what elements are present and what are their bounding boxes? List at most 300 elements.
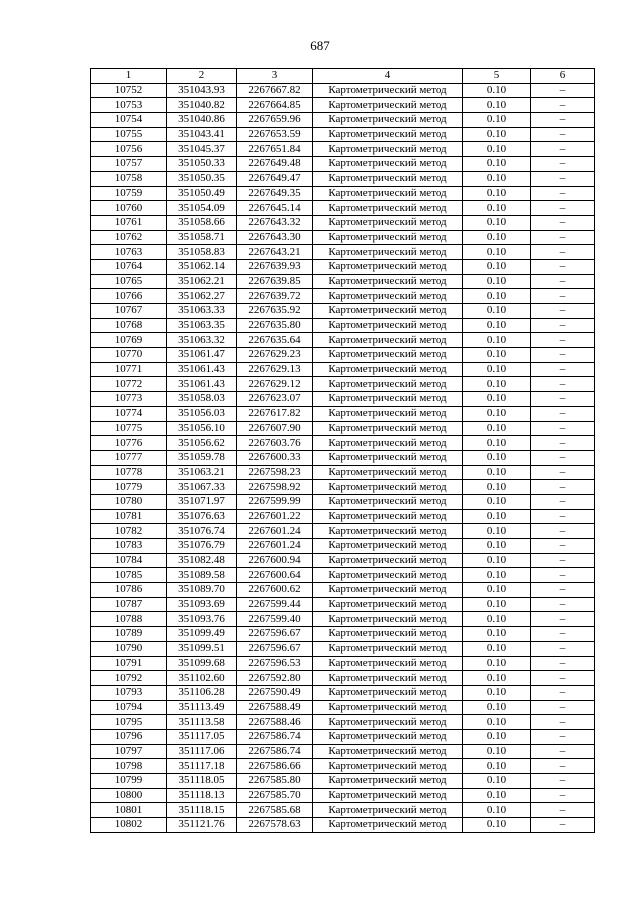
point-number-cell: 10769: [91, 333, 167, 348]
point-number-cell: 10773: [91, 392, 167, 407]
point-number-cell: 10755: [91, 127, 167, 142]
accuracy-cell: 0.10: [463, 539, 531, 554]
point-number-cell: 10775: [91, 421, 167, 436]
y-coordinate-cell: 2267639.85: [237, 274, 313, 289]
accuracy-cell: 0.10: [463, 215, 531, 230]
method-cell: Картометрический метод: [313, 142, 463, 157]
table-row: [91, 289, 595, 304]
table-row: [91, 348, 595, 363]
x-coordinate-cell: 351056.62: [167, 436, 237, 451]
x-coordinate-cell: 351056.10: [167, 421, 237, 436]
accuracy-cell: 0.10: [463, 568, 531, 583]
method-cell: Картометрический метод: [313, 715, 463, 730]
accuracy-cell: 0.10: [463, 685, 531, 700]
accuracy-cell: 0.10: [463, 788, 531, 803]
accuracy-cell: 0.10: [463, 406, 531, 421]
accuracy-cell: 0.10: [463, 597, 531, 612]
y-coordinate-cell: 2267653.59: [237, 127, 313, 142]
y-coordinate-cell: 2267586.74: [237, 744, 313, 759]
column-header: 1: [91, 69, 167, 84]
point-number-cell: 10780: [91, 494, 167, 509]
note-cell: –: [531, 818, 595, 833]
note-cell: –: [531, 465, 595, 480]
table-row: [91, 803, 595, 818]
table-row: [91, 157, 595, 172]
accuracy-cell: 0.10: [463, 377, 531, 392]
x-coordinate-cell: 351050.33: [167, 157, 237, 172]
table-row: [91, 142, 595, 157]
x-coordinate-cell: 351063.32: [167, 333, 237, 348]
y-coordinate-cell: 2267586.74: [237, 729, 313, 744]
point-number-cell: 10764: [91, 259, 167, 274]
note-cell: –: [531, 685, 595, 700]
note-cell: –: [531, 715, 595, 730]
x-coordinate-cell: 351050.49: [167, 186, 237, 201]
y-coordinate-cell: 2267600.62: [237, 583, 313, 598]
point-number-cell: 10801: [91, 803, 167, 818]
x-coordinate-cell: 351043.41: [167, 127, 237, 142]
point-number-cell: 10771: [91, 362, 167, 377]
note-cell: –: [531, 259, 595, 274]
note-cell: –: [531, 583, 595, 598]
point-number-cell: 10792: [91, 671, 167, 686]
y-coordinate-cell: 2267643.21: [237, 245, 313, 260]
point-number-cell: 10783: [91, 539, 167, 554]
x-coordinate-cell: 351117.06: [167, 744, 237, 759]
x-coordinate-cell: 351117.18: [167, 759, 237, 774]
method-cell: Картометрический метод: [313, 803, 463, 818]
x-coordinate-cell: 351093.76: [167, 612, 237, 627]
accuracy-cell: 0.10: [463, 700, 531, 715]
accuracy-cell: 0.10: [463, 553, 531, 568]
y-coordinate-cell: 2267588.46: [237, 715, 313, 730]
note-cell: –: [531, 803, 595, 818]
method-cell: Картометрический метод: [313, 348, 463, 363]
y-coordinate-cell: 2267598.92: [237, 480, 313, 495]
accuracy-cell: 0.10: [463, 450, 531, 465]
x-coordinate-cell: 351061.43: [167, 362, 237, 377]
y-coordinate-cell: 2267649.48: [237, 157, 313, 172]
y-coordinate-cell: 2267596.53: [237, 656, 313, 671]
note-cell: –: [531, 494, 595, 509]
note-cell: –: [531, 539, 595, 554]
method-cell: Картометрический метод: [313, 333, 463, 348]
y-coordinate-cell: 2267601.24: [237, 524, 313, 539]
table-row: [91, 245, 595, 260]
method-cell: Картометрический метод: [313, 685, 463, 700]
y-coordinate-cell: 2267643.32: [237, 215, 313, 230]
note-cell: –: [531, 553, 595, 568]
method-cell: Картометрический метод: [313, 641, 463, 656]
x-coordinate-cell: 351043.93: [167, 83, 237, 98]
accuracy-cell: 0.10: [463, 83, 531, 98]
point-number-cell: 10802: [91, 818, 167, 833]
accuracy-cell: 0.10: [463, 744, 531, 759]
table-row: [91, 436, 595, 451]
method-cell: Картометрический метод: [313, 788, 463, 803]
note-cell: –: [531, 759, 595, 774]
method-cell: Картометрический метод: [313, 157, 463, 172]
table-row: [91, 788, 595, 803]
y-coordinate-cell: 2267659.96: [237, 113, 313, 128]
note-cell: –: [531, 421, 595, 436]
note-cell: –: [531, 318, 595, 333]
point-number-cell: 10778: [91, 465, 167, 480]
method-cell: Картометрический метод: [313, 186, 463, 201]
x-coordinate-cell: 351061.43: [167, 377, 237, 392]
point-number-cell: 10772: [91, 377, 167, 392]
y-coordinate-cell: 2267578.63: [237, 818, 313, 833]
point-number-cell: 10794: [91, 700, 167, 715]
point-number-cell: 10776: [91, 436, 167, 451]
accuracy-cell: 0.10: [463, 465, 531, 480]
column-header: 6: [531, 69, 595, 84]
accuracy-cell: 0.10: [463, 362, 531, 377]
table-row: [91, 171, 595, 186]
x-coordinate-cell: 351059.78: [167, 450, 237, 465]
method-cell: Картометрический метод: [313, 671, 463, 686]
y-coordinate-cell: 2267600.64: [237, 568, 313, 583]
note-cell: –: [531, 480, 595, 495]
note-cell: –: [531, 98, 595, 113]
note-cell: –: [531, 127, 595, 142]
table-row: [91, 421, 595, 436]
table-row: [91, 744, 595, 759]
accuracy-cell: 0.10: [463, 627, 531, 642]
point-number-cell: 10797: [91, 744, 167, 759]
note-cell: –: [531, 245, 595, 260]
table-row: [91, 656, 595, 671]
point-number-cell: 10758: [91, 171, 167, 186]
y-coordinate-cell: 2267603.76: [237, 436, 313, 451]
point-number-cell: 10785: [91, 568, 167, 583]
accuracy-cell: 0.10: [463, 612, 531, 627]
note-cell: –: [531, 230, 595, 245]
x-coordinate-cell: 351054.09: [167, 201, 237, 216]
x-coordinate-cell: 351063.35: [167, 318, 237, 333]
note-cell: –: [531, 348, 595, 363]
table-row: [91, 465, 595, 480]
column-header: 2: [167, 69, 237, 84]
point-number-cell: 10761: [91, 215, 167, 230]
point-number-cell: 10789: [91, 627, 167, 642]
method-cell: Картометрический метод: [313, 362, 463, 377]
y-coordinate-cell: 2267596.67: [237, 627, 313, 642]
note-cell: –: [531, 304, 595, 319]
note-cell: –: [531, 729, 595, 744]
method-cell: Картометрический метод: [313, 406, 463, 421]
note-cell: –: [531, 597, 595, 612]
note-cell: –: [531, 509, 595, 524]
note-cell: –: [531, 612, 595, 627]
method-cell: Картометрический метод: [313, 583, 463, 598]
accuracy-cell: 0.10: [463, 436, 531, 451]
y-coordinate-cell: 2267585.80: [237, 774, 313, 789]
table-header-row: [91, 69, 595, 84]
method-cell: Картометрический метод: [313, 818, 463, 833]
y-coordinate-cell: 2267607.90: [237, 421, 313, 436]
x-coordinate-cell: 351118.05: [167, 774, 237, 789]
x-coordinate-cell: 351118.13: [167, 788, 237, 803]
table-row: [91, 406, 595, 421]
table-row: [91, 583, 595, 598]
y-coordinate-cell: 2267629.12: [237, 377, 313, 392]
x-coordinate-cell: 351062.14: [167, 259, 237, 274]
table-row: [91, 98, 595, 113]
accuracy-cell: 0.10: [463, 774, 531, 789]
point-number-cell: 10779: [91, 480, 167, 495]
x-coordinate-cell: 351117.05: [167, 729, 237, 744]
accuracy-cell: 0.10: [463, 715, 531, 730]
table-row: [91, 318, 595, 333]
method-cell: Картометрический метод: [313, 744, 463, 759]
x-coordinate-cell: 351106.28: [167, 685, 237, 700]
point-number-cell: 10799: [91, 774, 167, 789]
accuracy-cell: 0.10: [463, 509, 531, 524]
note-cell: –: [531, 289, 595, 304]
note-cell: –: [531, 774, 595, 789]
y-coordinate-cell: 2267623.07: [237, 392, 313, 407]
note-cell: –: [531, 788, 595, 803]
x-coordinate-cell: 351113.49: [167, 700, 237, 715]
accuracy-cell: 0.10: [463, 494, 531, 509]
method-cell: Картометрический метод: [313, 539, 463, 554]
method-cell: Картометрический метод: [313, 656, 463, 671]
method-cell: Картометрический метод: [313, 289, 463, 304]
point-number-cell: 10788: [91, 612, 167, 627]
point-number-cell: 10763: [91, 245, 167, 260]
table-row: [91, 539, 595, 554]
y-coordinate-cell: 2267635.80: [237, 318, 313, 333]
method-cell: Картометрический метод: [313, 83, 463, 98]
method-cell: Картометрический метод: [313, 392, 463, 407]
method-cell: Картометрический метод: [313, 436, 463, 451]
y-coordinate-cell: 2267635.64: [237, 333, 313, 348]
accuracy-cell: 0.10: [463, 641, 531, 656]
table-row: [91, 509, 595, 524]
point-number-cell: 10781: [91, 509, 167, 524]
x-coordinate-cell: 351113.58: [167, 715, 237, 730]
method-cell: Картометрический метод: [313, 98, 463, 113]
x-coordinate-cell: 351040.86: [167, 113, 237, 128]
table-row: [91, 127, 595, 142]
note-cell: –: [531, 377, 595, 392]
table-row: [91, 392, 595, 407]
x-coordinate-cell: 351062.21: [167, 274, 237, 289]
table-row: [91, 700, 595, 715]
table-row: [91, 186, 595, 201]
point-number-cell: 10777: [91, 450, 167, 465]
note-cell: –: [531, 157, 595, 172]
x-coordinate-cell: 351089.58: [167, 568, 237, 583]
table-row: [91, 333, 595, 348]
method-cell: Картометрический метод: [313, 524, 463, 539]
y-coordinate-cell: 2267592.80: [237, 671, 313, 686]
table-row: [91, 377, 595, 392]
point-number-cell: 10762: [91, 230, 167, 245]
accuracy-cell: 0.10: [463, 230, 531, 245]
accuracy-cell: 0.10: [463, 304, 531, 319]
method-cell: Картометрический метод: [313, 568, 463, 583]
table-row: [91, 201, 595, 216]
note-cell: –: [531, 450, 595, 465]
table-row: [91, 715, 595, 730]
y-coordinate-cell: 2267639.93: [237, 259, 313, 274]
table-row: [91, 494, 595, 509]
table-row: [91, 113, 595, 128]
accuracy-cell: 0.10: [463, 127, 531, 142]
table-row: [91, 83, 595, 98]
point-number-cell: 10774: [91, 406, 167, 421]
y-coordinate-cell: 2267585.70: [237, 788, 313, 803]
method-cell: Картометрический метод: [313, 700, 463, 715]
note-cell: –: [531, 83, 595, 98]
x-coordinate-cell: 351061.47: [167, 348, 237, 363]
x-coordinate-cell: 351050.35: [167, 171, 237, 186]
accuracy-cell: 0.10: [463, 318, 531, 333]
note-cell: –: [531, 671, 595, 686]
x-coordinate-cell: 351102.60: [167, 671, 237, 686]
accuracy-cell: 0.10: [463, 583, 531, 598]
point-number-cell: 10796: [91, 729, 167, 744]
x-coordinate-cell: 351093.69: [167, 597, 237, 612]
accuracy-cell: 0.10: [463, 259, 531, 274]
table-row: [91, 641, 595, 656]
method-cell: Картометрический метод: [313, 759, 463, 774]
accuracy-cell: 0.10: [463, 201, 531, 216]
x-coordinate-cell: 351082.48: [167, 553, 237, 568]
x-coordinate-cell: 351076.79: [167, 539, 237, 554]
point-number-cell: 10795: [91, 715, 167, 730]
point-number-cell: 10770: [91, 348, 167, 363]
point-number-cell: 10787: [91, 597, 167, 612]
note-cell: –: [531, 201, 595, 216]
method-cell: Картометрический метод: [313, 612, 463, 627]
note-cell: –: [531, 333, 595, 348]
table-body: [91, 83, 595, 832]
method-cell: Картометрический метод: [313, 230, 463, 245]
table-row: [91, 304, 595, 319]
x-coordinate-cell: 351121.76: [167, 818, 237, 833]
accuracy-cell: 0.10: [463, 289, 531, 304]
note-cell: –: [531, 406, 595, 421]
y-coordinate-cell: 2267600.94: [237, 553, 313, 568]
y-coordinate-cell: 2267598.23: [237, 465, 313, 480]
accuracy-cell: 0.10: [463, 333, 531, 348]
x-coordinate-cell: 351118.15: [167, 803, 237, 818]
table-row: [91, 597, 595, 612]
note-cell: –: [531, 568, 595, 583]
column-header: 3: [237, 69, 313, 84]
accuracy-cell: 0.10: [463, 803, 531, 818]
method-cell: Картометрический метод: [313, 201, 463, 216]
page-number: 687: [310, 38, 330, 53]
accuracy-cell: 0.10: [463, 656, 531, 671]
point-number-cell: 10756: [91, 142, 167, 157]
point-number-cell: 10798: [91, 759, 167, 774]
note-cell: –: [531, 362, 595, 377]
method-cell: Картометрический метод: [313, 304, 463, 319]
table-row: [91, 612, 595, 627]
note-cell: –: [531, 436, 595, 451]
table-row: [91, 524, 595, 539]
point-number-cell: 10767: [91, 304, 167, 319]
y-coordinate-cell: 2267643.30: [237, 230, 313, 245]
column-header: 5: [463, 69, 531, 84]
accuracy-cell: 0.10: [463, 274, 531, 289]
point-number-cell: 10760: [91, 201, 167, 216]
y-coordinate-cell: 2267645.14: [237, 201, 313, 216]
note-cell: –: [531, 744, 595, 759]
accuracy-cell: 0.10: [463, 759, 531, 774]
note-cell: –: [531, 171, 595, 186]
point-number-cell: 10752: [91, 83, 167, 98]
method-cell: Картометрический метод: [313, 450, 463, 465]
y-coordinate-cell: 2267664.85: [237, 98, 313, 113]
x-coordinate-cell: 351058.66: [167, 215, 237, 230]
note-cell: –: [531, 392, 595, 407]
accuracy-cell: 0.10: [463, 142, 531, 157]
accuracy-cell: 0.10: [463, 186, 531, 201]
table-row: [91, 215, 595, 230]
method-cell: Картометрический метод: [313, 627, 463, 642]
note-cell: –: [531, 113, 595, 128]
y-coordinate-cell: 2267601.24: [237, 539, 313, 554]
point-number-cell: 10782: [91, 524, 167, 539]
note-cell: –: [531, 700, 595, 715]
y-coordinate-cell: 2267639.72: [237, 289, 313, 304]
note-cell: –: [531, 656, 595, 671]
method-cell: Картометрический метод: [313, 774, 463, 789]
table-row: [91, 480, 595, 495]
y-coordinate-cell: 2267586.66: [237, 759, 313, 774]
x-coordinate-cell: 351058.83: [167, 245, 237, 260]
point-number-cell: 10791: [91, 656, 167, 671]
method-cell: Картометрический метод: [313, 465, 463, 480]
note-cell: –: [531, 142, 595, 157]
y-coordinate-cell: 2267667.82: [237, 83, 313, 98]
table-row: [91, 671, 595, 686]
x-coordinate-cell: 351089.70: [167, 583, 237, 598]
accuracy-cell: 0.10: [463, 480, 531, 495]
accuracy-cell: 0.10: [463, 245, 531, 260]
table-row: [91, 553, 595, 568]
method-cell: Картометрический метод: [313, 215, 463, 230]
x-coordinate-cell: 351076.74: [167, 524, 237, 539]
x-coordinate-cell: 351040.82: [167, 98, 237, 113]
x-coordinate-cell: 351099.51: [167, 641, 237, 656]
point-number-cell: 10766: [91, 289, 167, 304]
method-cell: Картометрический метод: [313, 729, 463, 744]
y-coordinate-cell: 2267585.68: [237, 803, 313, 818]
y-coordinate-cell: 2267649.47: [237, 171, 313, 186]
x-coordinate-cell: 351058.71: [167, 230, 237, 245]
accuracy-cell: 0.10: [463, 348, 531, 363]
x-coordinate-cell: 351099.49: [167, 627, 237, 642]
method-cell: Картометрический метод: [313, 259, 463, 274]
accuracy-cell: 0.10: [463, 157, 531, 172]
y-coordinate-cell: 2267649.35: [237, 186, 313, 201]
method-cell: Картометрический метод: [313, 127, 463, 142]
coordinates-table: [90, 68, 595, 833]
accuracy-cell: 0.10: [463, 524, 531, 539]
table-row: [91, 230, 595, 245]
note-cell: –: [531, 274, 595, 289]
table-row: [91, 685, 595, 700]
x-coordinate-cell: 351099.68: [167, 656, 237, 671]
y-coordinate-cell: 2267596.67: [237, 641, 313, 656]
accuracy-cell: 0.10: [463, 113, 531, 128]
